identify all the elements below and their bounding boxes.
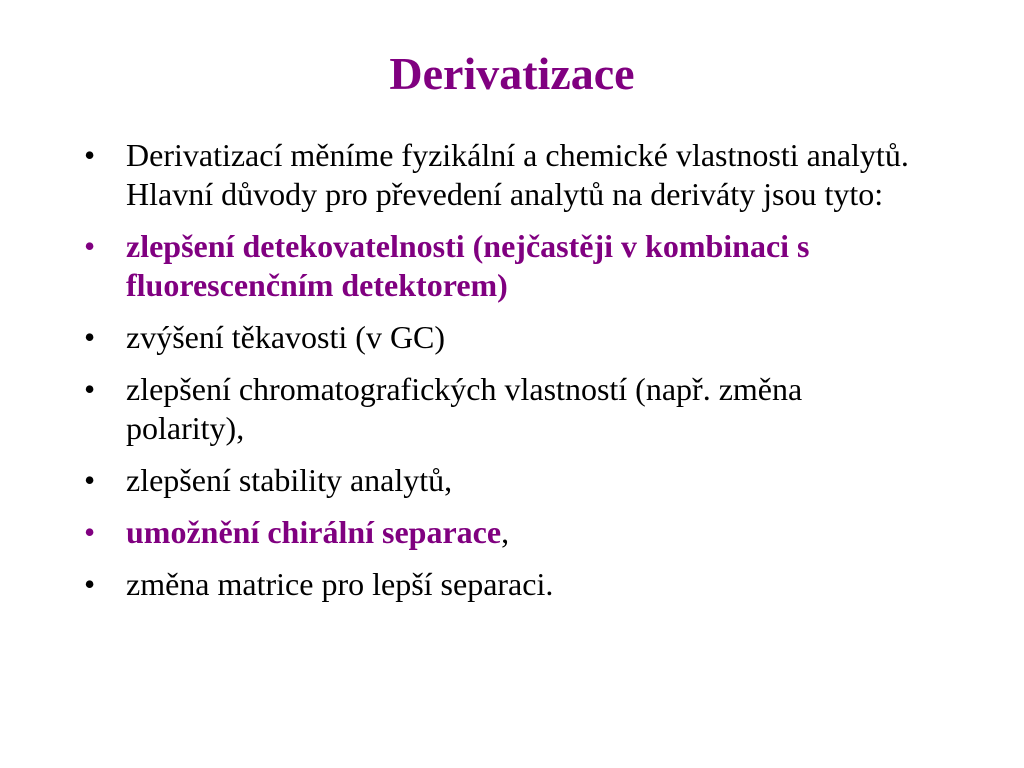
bullet-text: Derivatizací měníme fyzikální a chemické vlastnosti analytů. Hlavní důvody pro převedení analytů na deriváty jsou tyto:: [126, 137, 909, 212]
bullet-icon: •: [84, 371, 96, 407]
bullet-icon: •: [84, 514, 96, 550]
bullet-item: [84, 136, 914, 214]
bullet-text: změna matrice pro lepší separaci.: [126, 566, 554, 602]
bullet-item: [84, 318, 914, 357]
bullet-text-emphasis: umožnění chirální separace: [126, 514, 502, 550]
bullet-item: [84, 513, 914, 552]
bullet-icon: •: [84, 228, 96, 264]
bullet-item: [84, 227, 914, 305]
bullet-text-emphasis: zlepšení detekovatelnosti (nejčastěji v kombinaci s fluorescenčním detektorem): [126, 228, 810, 303]
bullet-item: [84, 370, 914, 448]
bullet-text: zvýšení těkavosti (v GC): [126, 319, 446, 355]
bullet-icon: •: [84, 462, 96, 498]
bullet-list: [84, 136, 914, 617]
bullet-icon: •: [84, 137, 96, 173]
bullet-icon: •: [84, 319, 96, 355]
bullet-suffix: ,: [501, 514, 510, 550]
bullet-text: zlepšení stability analytů,: [126, 462, 453, 498]
bullet-item: [84, 461, 914, 500]
bullet-icon: •: [84, 566, 96, 602]
bullet-text: zlepšení chromatografických vlastností (např. změna polarity),: [126, 371, 803, 446]
bullet-item: [84, 565, 914, 604]
slide-title: Derivatizace: [389, 48, 635, 99]
